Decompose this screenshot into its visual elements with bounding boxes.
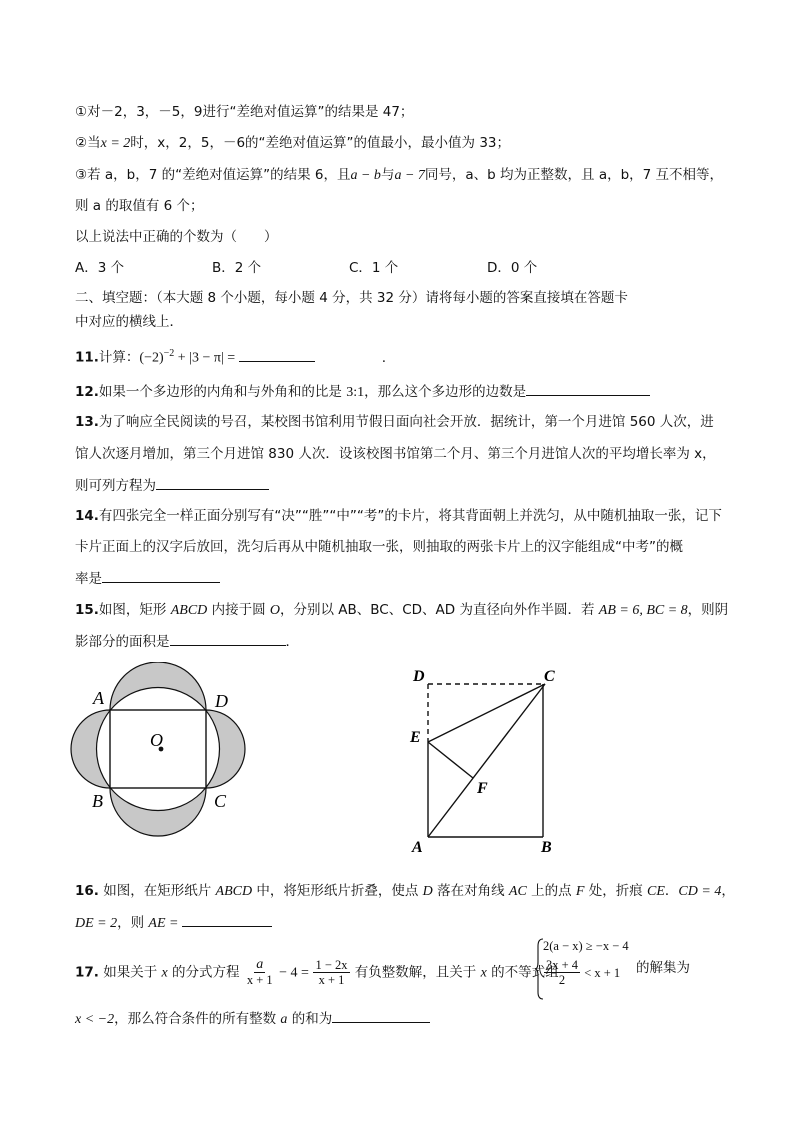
q16-label-a: A [412, 839, 423, 856]
q15-label-b: B [92, 791, 103, 811]
q10-option-b: B．2 个 [212, 260, 262, 276]
q17-fraction-3: $\frac{3x + 4}{2}$ [546, 958, 579, 987]
q15-label-o: O [150, 730, 163, 750]
q15-line-1: 15.如图，矩形 ABCD 内接于圆 O，分别以 AB、BC、CD、AD 为直径向外作半圆．若 AB = 6, BC = 8，则阴 [75, 602, 729, 618]
q16-label-d: D [413, 668, 425, 685]
q10-statement-2: ②当x = 2时，x，2，5，－6的“差绝对值运算”的值最小，最小值为 33； [75, 135, 510, 151]
q17-solution-set-text: 的解集为 [636, 960, 690, 976]
q17-fraction-1: $\frac{a}{x + 1}$ [246, 957, 273, 987]
q15-label-a: A [93, 688, 104, 708]
q17-inequality-system [534, 938, 644, 1002]
q14-answer-blank[interactable] [102, 568, 220, 583]
q10-question: 以上说法中正确的个数为（ ） [75, 229, 278, 245]
q13-line-1: 13.为了响应全民阅读的号召，某校图书馆利用节假日面向社会开放．据统计，第一个月进馆 560 人次，进 [75, 414, 714, 430]
q17-line-2: x < −2，那么符合条件的所有整数 a 的和为 [75, 1008, 430, 1030]
q16-label-f: F [477, 780, 488, 797]
q16-diagonal-ac [428, 684, 545, 837]
q10-statement-1: ①对－2，3，－5，9进行“差绝对值运算”的结果是 47； [75, 104, 414, 120]
q16-label-b: B [541, 839, 552, 856]
q15-label-c: C [214, 791, 227, 811]
q10-option-d: D．0 个 [487, 260, 538, 276]
q14-line-3: 率是 [75, 568, 220, 589]
q14-line-2: 卡片正面上的汉字后放回，洗匀后再从中随机抽取一张，则抽取的两张卡片上的汉字能组成“中考”的概 [75, 539, 683, 555]
q10-statement-3: ③若 a，b，7 的“差绝对值运算”的结果 6，且a − b与a − 7同号，a、b 均为正整数，且 a，b，7 互不相等， [75, 167, 724, 183]
q16-figure [405, 662, 565, 862]
q17-answer-blank[interactable] [332, 1008, 430, 1023]
q15-answer-blank[interactable] [170, 631, 286, 646]
q16-line-1: 16. 如图，在矩形纸片 ABCD 中，将矩形纸片折叠，使点 D 落在对角线 AC 上的点 F 处，折痕 CE．CD = 4， [75, 883, 735, 899]
q15-line-2: 影部分的面积是 ． [75, 631, 299, 652]
q10-option-a: A．3 个 [75, 260, 125, 276]
q12-answer-blank[interactable] [526, 381, 650, 396]
q15-figure [66, 662, 262, 862]
q11-answer-blank[interactable] [239, 347, 315, 362]
q16-line-2: DE = 2，则 AE = [75, 912, 272, 934]
q10-option-c: C．1 个 [349, 260, 399, 276]
q16-crease-ce [428, 684, 545, 742]
q17-fraction-2: $\frac{1 - 2x}{x + 1}$ [315, 958, 348, 987]
q17-inequality-1: 2(a − x) ≥ −x − 4 [543, 939, 629, 953]
q12: 12.如果一个多边形的内角和与外角和的比是 3:1，那么这个多边形的边数是 [75, 381, 650, 403]
q16-label-c: C [544, 668, 555, 685]
q14-line-1: 14.有四张完全一样正面分别写有“决”“胜”“中”“考”的卡片，将其背面朝上并洗匀，从中随机抽取一张，记下 [75, 508, 722, 524]
q15-label-d: D [215, 691, 228, 711]
q16-label-e: E [410, 729, 421, 746]
q10-statement-3-cont: 则 a 的取值有 6 个； [75, 198, 204, 214]
q13-line-2: 馆人次逐月增加，第三个月进馆 830 人次．设该校图书馆第二个月、第三个月进馆人次的平均增长率为 x， [75, 446, 716, 462]
q17-line-1: 17. 如果关于 x 的分式方程 $\frac{a}{x + 1}$ − 4 = $\frac{1 - 2x}{x + 1}$ 有负整数解，且关于 x 的不等式组 [75, 957, 559, 987]
section-2-heading: 二、填空题：（本大题 8 个小题，每小题 4 分，共 32 分）请将每小题的答案直接填在答题卡 [75, 290, 628, 306]
q16-answer-blank[interactable] [182, 912, 272, 927]
q13-answer-blank[interactable] [156, 475, 269, 490]
section-2-heading-cont: 中对应的横线上． [75, 314, 183, 330]
q16-segment-ef [428, 742, 473, 778]
q17-inequality-2: $\frac{3x + 4}{2}$ < x + 1 [546, 958, 621, 987]
q11: 11.计算：$(-2)^{-2} + |3 - \pi|$ = . [75, 348, 387, 366]
q13-line-3: 则可列方程为 [75, 475, 269, 496]
